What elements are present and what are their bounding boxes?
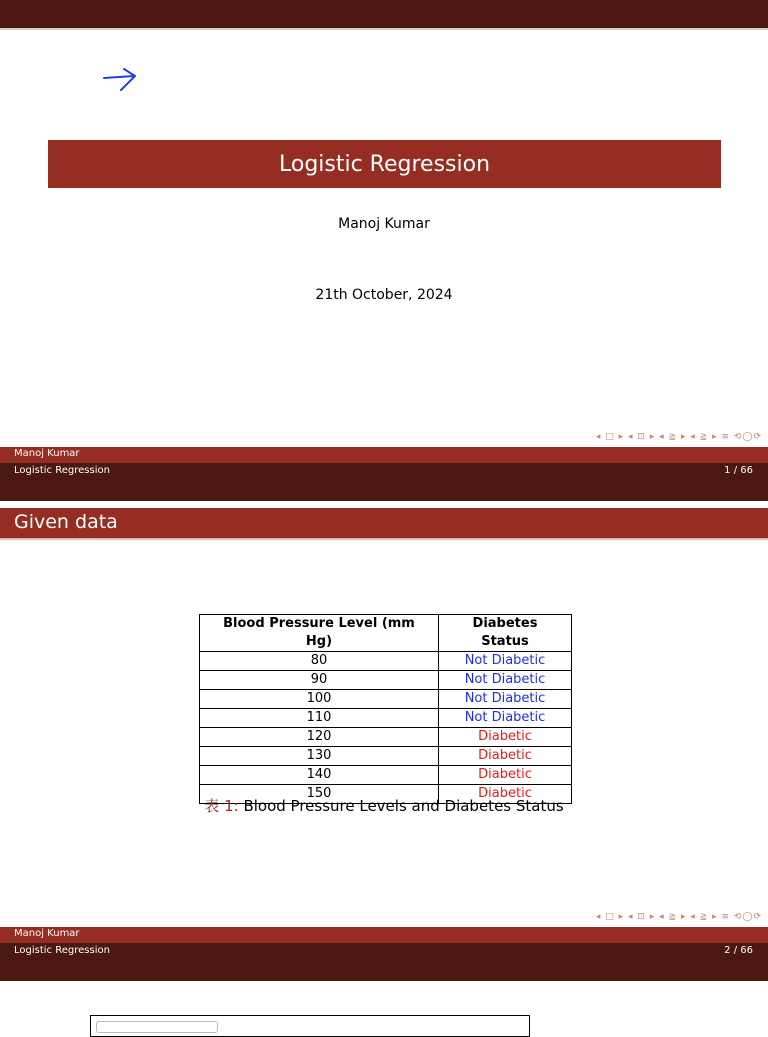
presentation-title: Logistic Regression bbox=[48, 140, 721, 188]
column-header: Blood Pressure Level (mm Hg) bbox=[200, 615, 439, 652]
table-row bbox=[200, 690, 572, 709]
author-name: Manoj Kumar bbox=[338, 216, 430, 232]
bp-cell: 90 bbox=[200, 671, 439, 690]
footer-title: Logistic Regression bbox=[14, 465, 110, 476]
page-number: 2 / 66 bbox=[724, 945, 753, 956]
status-cell: Diabetic bbox=[439, 747, 572, 766]
bp-cell: 150 bbox=[200, 785, 439, 804]
status-cell: Not Diabetic bbox=[439, 709, 572, 728]
footer-title-bar bbox=[0, 943, 768, 981]
status-cell: Diabetic bbox=[439, 728, 572, 747]
bp-cell: 110 bbox=[200, 709, 439, 728]
footer-title: Logistic Regression bbox=[14, 945, 110, 956]
data-table bbox=[199, 614, 572, 804]
table-row bbox=[200, 766, 572, 785]
column-header: Diabetes Status bbox=[439, 615, 572, 652]
bp-cell: 80 bbox=[200, 652, 439, 671]
slide-top-bar-edge bbox=[0, 28, 768, 30]
table-row bbox=[200, 709, 572, 728]
frame-title: Given data bbox=[14, 511, 118, 533]
status-cell: Not Diabetic bbox=[439, 652, 572, 671]
footer-author-bar bbox=[0, 447, 768, 463]
table-caption bbox=[0, 795, 768, 816]
next-slide-inner-box bbox=[96, 1021, 218, 1033]
frame-title-bar bbox=[0, 508, 768, 538]
status-cell: Diabetic bbox=[439, 785, 572, 804]
page-number: 1 / 66 bbox=[724, 465, 753, 476]
frame-title-shadow bbox=[0, 538, 768, 541]
bp-cell: 130 bbox=[200, 747, 439, 766]
bp-cell: 120 bbox=[200, 728, 439, 747]
arrow-annotation-icon bbox=[100, 64, 142, 94]
table-row bbox=[200, 747, 572, 766]
footer-author: Manoj Kumar bbox=[14, 448, 80, 459]
caption-text: Blood Pressure Levels and Diabetes Status bbox=[238, 797, 564, 815]
table-row bbox=[200, 671, 572, 690]
status-cell: Not Diabetic bbox=[439, 690, 572, 709]
beamer-navigation[interactable]: ◂ □ ▸ ◂ ⊡ ▸ ◂ ≧ ▸ ◂ ≧ ▸ ≡ ⟲◯⟳ bbox=[595, 432, 762, 442]
presentation-date: 21th October, 2024 bbox=[315, 287, 453, 303]
beamer-navigation[interactable]: ◂ □ ▸ ◂ ⊡ ▸ ◂ ≧ ▸ ◂ ≧ ▸ ≡ ⟲◯⟳ bbox=[595, 912, 762, 922]
status-cell: Diabetic bbox=[439, 766, 572, 785]
footer-author-bar bbox=[0, 927, 768, 943]
footer-author: Manoj Kumar bbox=[14, 928, 80, 939]
caption-label: 表 1: bbox=[204, 797, 239, 815]
slide-top-bar bbox=[0, 0, 768, 28]
table-header-row bbox=[200, 615, 572, 652]
footer-title-bar bbox=[0, 463, 768, 501]
bp-cell: 140 bbox=[200, 766, 439, 785]
bp-cell: 100 bbox=[200, 690, 439, 709]
table-row bbox=[200, 652, 572, 671]
table-row bbox=[200, 728, 572, 747]
status-cell: Not Diabetic bbox=[439, 671, 572, 690]
